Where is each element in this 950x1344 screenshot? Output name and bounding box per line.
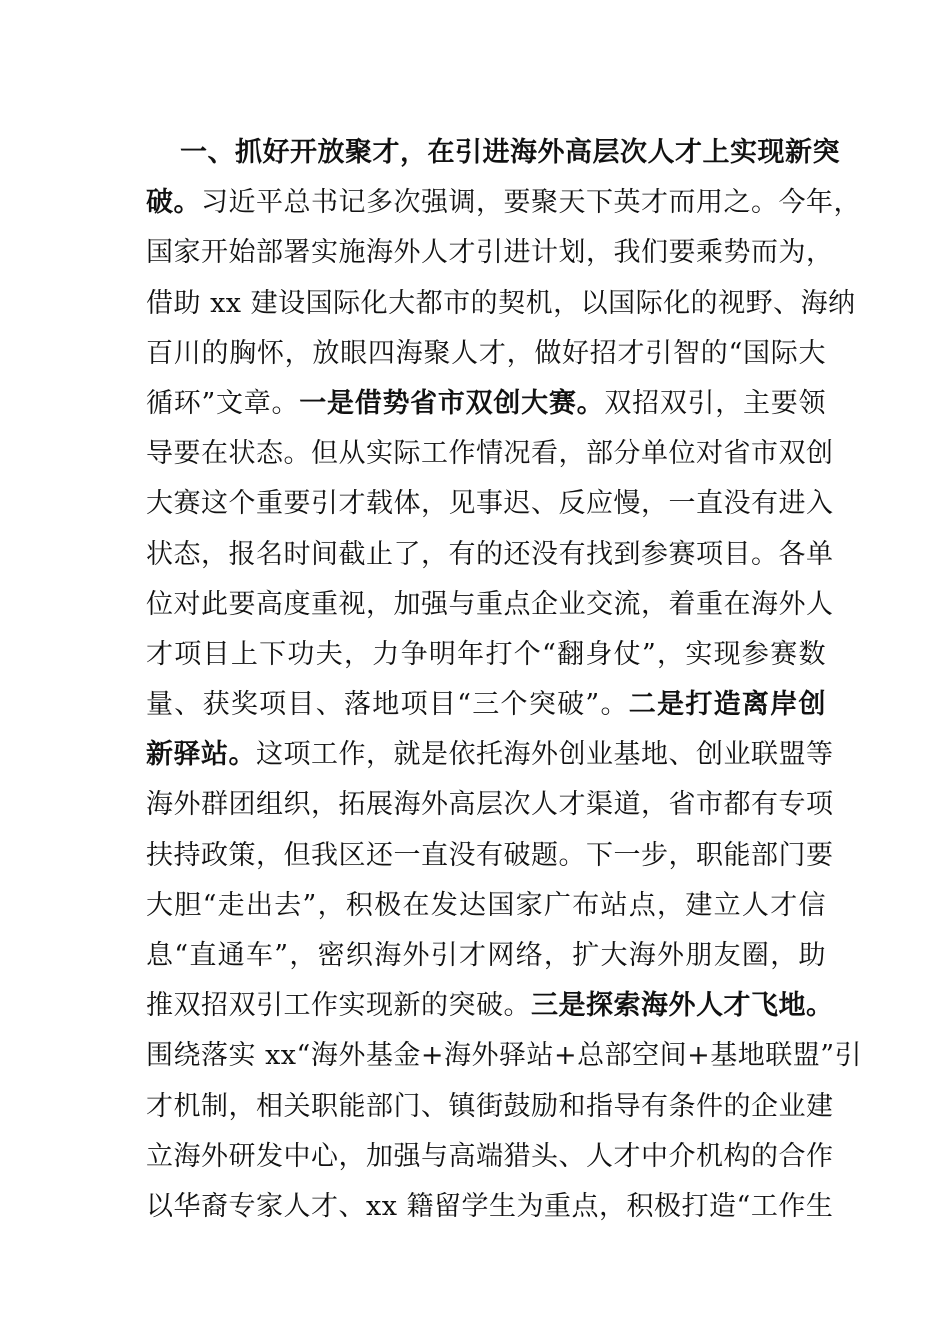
bold-heading-segment: 一是借势省市双创大赛。 (299, 387, 605, 419)
text-segment: 百川的胸怀，放眼四海聚人才，做好招才引智的“国际大 (146, 337, 826, 369)
text-line (146, 881, 826, 931)
text-line (146, 1182, 834, 1232)
text-segment: 国家开始部署实施海外人才引进计划，我们要乘势而为， (146, 237, 834, 269)
text-segment: 推双招双引工作实现新的突破。 (146, 990, 531, 1022)
text-line (146, 128, 840, 178)
text-line (146, 379, 826, 429)
bold-heading-segment: 三是探索海外人才飞地。 (531, 990, 834, 1022)
text-line (146, 429, 834, 479)
text-segment: 以华裔专家人才、xx 籍留学生为重点，积极打造“工作生 (146, 1190, 834, 1222)
text-segment: 大赛这个重要引才载体，见事迟、反应慢，一直没有进入 (146, 488, 834, 520)
bold-heading-segment: 新驿站。 (146, 739, 256, 771)
text-segment: 大胆“走出去”，积极在发达国家广布站点，建立人才信 (146, 889, 826, 921)
bold-heading-segment: 破。 (146, 187, 201, 219)
text-line (146, 530, 834, 580)
text-segment: 才机制，相关职能部门、镇街鼓励和指导有条件的企业建 (146, 1090, 834, 1122)
text-line (146, 630, 826, 680)
text-line (146, 178, 861, 228)
text-line (146, 730, 834, 780)
text-line (146, 831, 834, 881)
text-segment: 借助 xx 建设国际化大都市的契机，以国际化的视野、海纳 (146, 287, 856, 319)
body-text (146, 128, 863, 1232)
text-line (146, 279, 856, 329)
text-segment: 海外群团组织，拓展海外高层次人才渠道，省市都有专项 (146, 789, 834, 821)
bold-heading-segment: 一、抓好开放聚才，在引进海外高层次人才上实现新突 (180, 137, 840, 168)
text-segment: 循环”文章。 (146, 387, 300, 419)
text-line (146, 680, 826, 730)
text-segment: 围绕落实 xx“海外基金+海外驿站+总部空间+基地联盟”引 (146, 1040, 863, 1072)
text-line (146, 1082, 834, 1132)
text-segment: 量、获奖项目、落地项目“三个突破”。 (146, 689, 629, 721)
text-line (146, 1132, 834, 1182)
bold-heading-segment: 二是打造离岸创 (628, 689, 827, 721)
text-segment: 位对此要高度重视，加强与重点企业交流，着重在海外人 (146, 588, 834, 620)
text-line (146, 479, 834, 529)
text-line (146, 228, 834, 278)
text-line (146, 981, 834, 1031)
text-segment: 扶持政策，但我区还一直没有破题。下一步，职能部门要 (146, 839, 834, 871)
text-segment: 双招双引，主要领 (604, 387, 827, 419)
text-line (146, 780, 834, 830)
text-line (146, 1031, 863, 1081)
text-segment: 状态，报名时间截止了，有的还没有找到参赛项目。各单 (146, 538, 834, 570)
text-segment: 才项目上下功夫，力争明年打个“翻身仗”，实现参赛数 (146, 638, 826, 670)
text-line (146, 931, 826, 981)
text-segment: 息“直通车”，密织海外引才网络，扩大海外朋友圈，助 (146, 940, 826, 971)
text-segment: 这项工作，就是依托海外创业基地、创业联盟等 (256, 739, 834, 771)
text-segment: 立海外研发中心，加强与高端猎头、人才中介机构的合作 (146, 1140, 834, 1172)
text-line (146, 329, 826, 379)
text-segment: 习近平总书记多次强调，要聚天下英才而用之。今年， (201, 187, 861, 219)
text-line (146, 580, 834, 630)
text-segment: 导要在状态。但从实际工作情况看，部分单位对省市双创 (146, 438, 834, 470)
